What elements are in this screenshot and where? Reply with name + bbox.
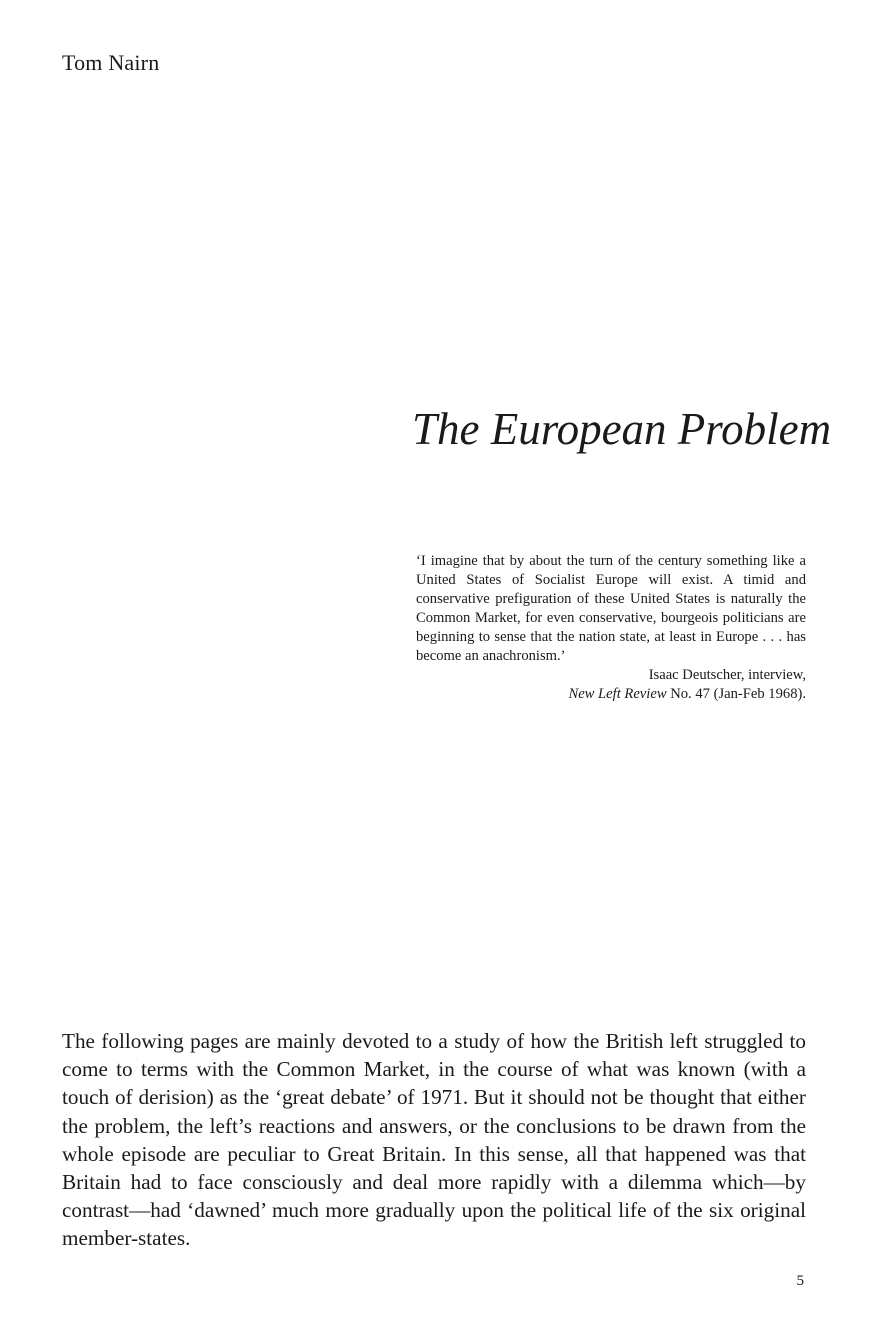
epigraph-attribution-author: Isaac Deutscher, interview, xyxy=(648,667,806,683)
epigraph-attribution-source xyxy=(416,685,806,704)
epigraph xyxy=(416,552,806,704)
article-title: The European Problem xyxy=(412,404,832,454)
page-number: 5 xyxy=(796,1273,804,1289)
author-name: Tom Nairn xyxy=(62,50,160,75)
body-paragraph: The following pages are mainly devoted to a study of how the British left struggled to come to terms with the Common Market, in the course of what was known (with a touch of derision) as the ‘great debate’ of 1971. But it should not be thought that either the problem, the left’s reactions and answers, or the conclusions to be drawn from the whole episode are peculiar to Great Britain. In this sense, all that happened was that Britain had to face consciously and deal more rapidly with a dilemma which—by contrast—had ‘dawned’ much more gradually upon the political life of the six original member-states. xyxy=(62,1029,806,1251)
journal-issue: No. 47 (Jan-Feb 1968). xyxy=(666,686,806,702)
epigraph-quote: ‘I imagine that by about the turn of the century something like a United States of Socialist Europe will exist. A timid and conservative prefiguration of these United States is naturally the Common Market, for even conservative, bourgeois politicians are beginning to sense that the nation state, at least in Europe . . . has become an anachronism.’ xyxy=(416,553,806,664)
journal-name: New Left Review xyxy=(568,686,667,702)
